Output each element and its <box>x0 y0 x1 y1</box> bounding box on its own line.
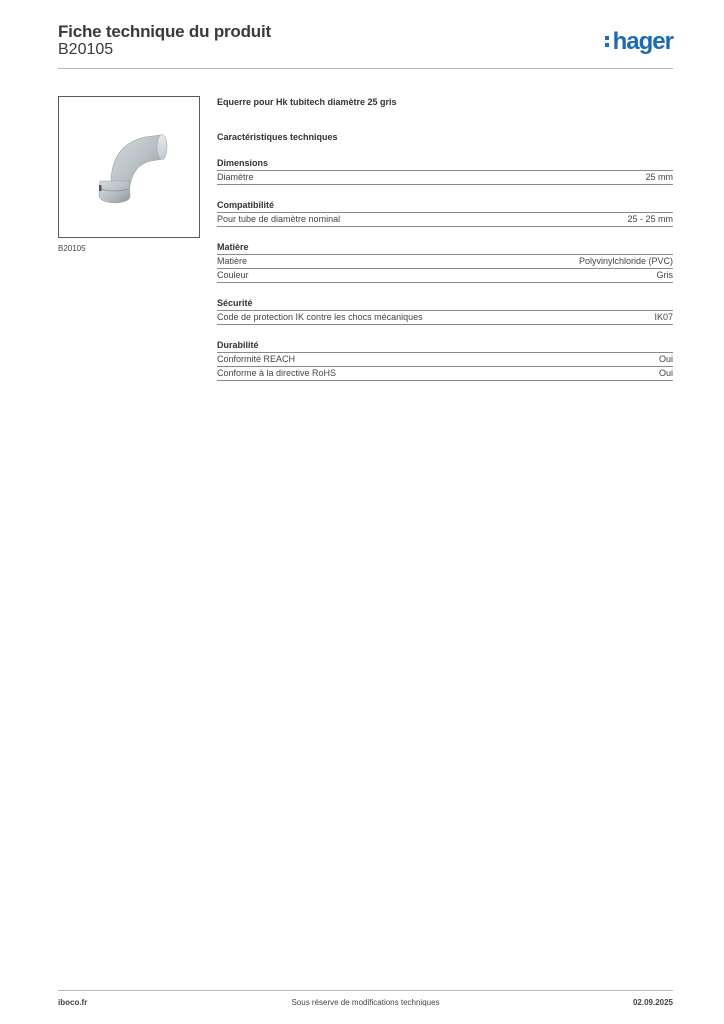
section-title: Dimensions <box>217 157 673 171</box>
spec-row <box>217 367 673 381</box>
spec-value: 25 - 25 mm <box>627 214 673 224</box>
spec-label: Pour tube de diamètre nominal <box>217 214 341 224</box>
section-dimensions <box>217 157 673 185</box>
spec-row <box>217 269 673 283</box>
product-reference: B20105 <box>58 41 114 58</box>
spec-row <box>217 171 673 185</box>
hager-logo <box>605 28 673 56</box>
section-material <box>217 241 673 283</box>
spec-value: Polyvinylchloride (PVC) <box>578 256 673 266</box>
section-safety <box>217 297 673 325</box>
footer-website: iboco.fr <box>58 998 88 1007</box>
footer-date: 02.09.2025 <box>632 998 673 1007</box>
logo-colon-icon <box>605 34 610 48</box>
spec-row <box>217 311 673 325</box>
spec-value: IK07 <box>654 312 673 322</box>
spec-row <box>217 213 673 227</box>
section-title: Matière <box>217 241 673 255</box>
product-name: Equerre pour Hk tubitech diamètre 25 gris <box>217 97 397 107</box>
page-header <box>58 20 673 70</box>
spec-label: Conforme à la directive RoHS <box>217 368 337 378</box>
product-details <box>217 96 673 381</box>
logo-text: hager <box>612 28 673 55</box>
spec-label: Matière <box>217 256 248 266</box>
spec-label: Code de protection IK contre les chocs mécaniques <box>217 312 423 322</box>
spec-value: Oui <box>658 354 673 364</box>
section-title: Durabilité <box>217 339 673 353</box>
footer-divider <box>58 990 673 991</box>
header-divider <box>58 68 673 69</box>
spec-value: Oui <box>658 368 673 378</box>
spec-row <box>217 353 673 367</box>
spec-heading: Caractéristiques techniques <box>217 132 338 142</box>
product-image <box>58 96 200 238</box>
page-footer <box>58 998 673 1010</box>
image-caption: B20105 <box>58 244 86 253</box>
document-title: Fiche technique du produit <box>58 22 271 41</box>
elbow-fitting-icon <box>59 97 199 237</box>
spec-label: Couleur <box>217 270 249 280</box>
section-title: Sécurité <box>217 297 673 311</box>
spec-label: Conformité REACH <box>217 354 296 364</box>
footer-disclaimer: Sous réserve de modifications techniques <box>291 998 440 1007</box>
spec-value: Gris <box>656 270 673 280</box>
section-compatibility <box>217 199 673 227</box>
section-title: Compatibilité <box>217 199 673 213</box>
section-sustainability <box>217 339 673 381</box>
spec-label: Diamètre <box>217 172 254 182</box>
spec-value: 25 mm <box>645 172 673 182</box>
spec-row <box>217 255 673 269</box>
